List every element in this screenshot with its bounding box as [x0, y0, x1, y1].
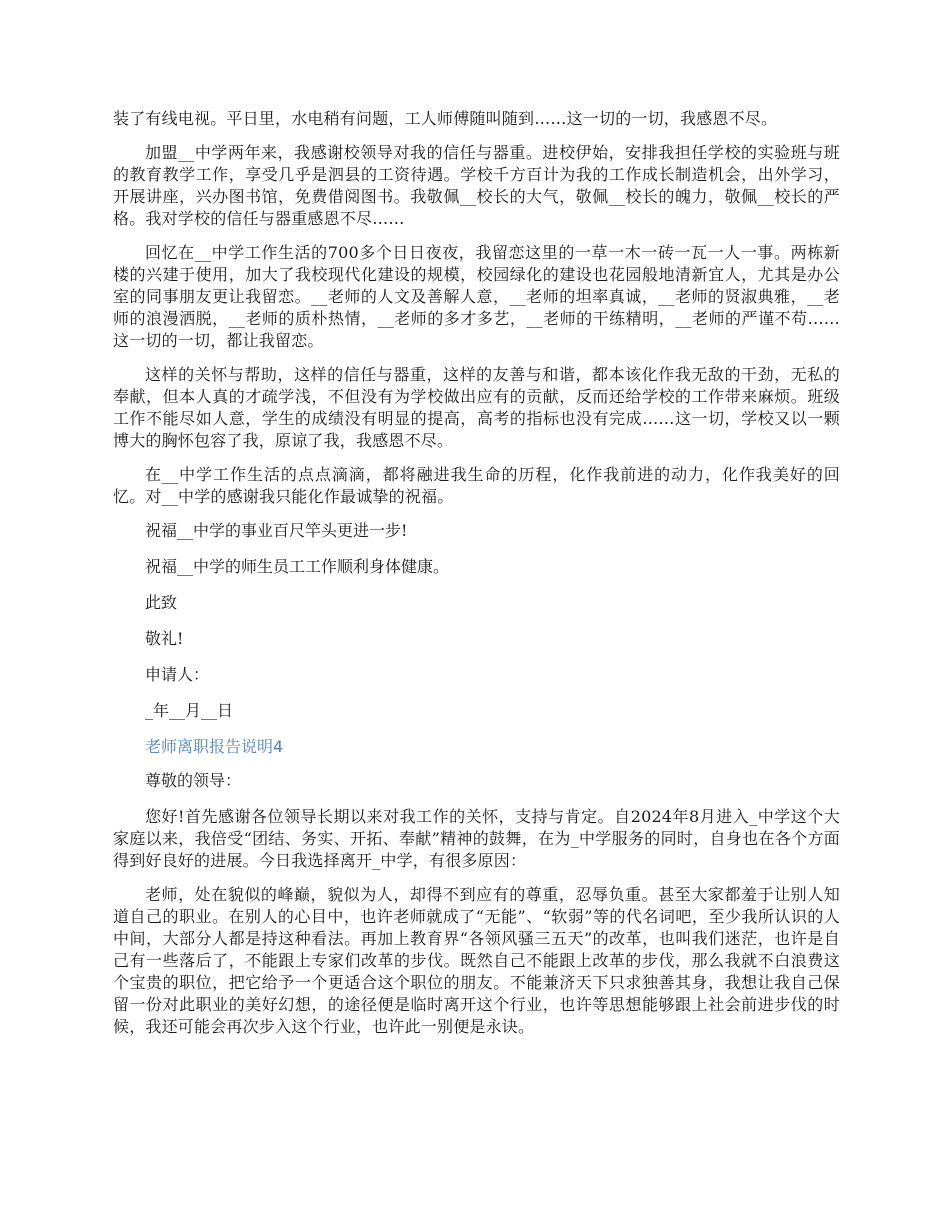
blessing-line-2: 祝福__中学的师生员工工作顺利身体健康。	[145, 557, 450, 576]
paragraph-opening: 您好!首先感谢各位领导长期以来对我工作的关怀，支持与肯定。自2024年8月进入_中学这个大家庭以来，我倍受“团结、务实、开拓、奉献”精神的鼓舞，在为_中学服务的同时，自身也在各个方面得到好良好的进展。今日我选择离开_中学，有很多原因：	[113, 807, 840, 870]
section-heading: 老师离职报告说明4	[145, 737, 284, 756]
paragraph-gratitude-facilities: 装了有线电视。平日里，水电稍有问题，工人师傅随叫随到……这一切的一切，我感恩不尽。	[113, 109, 778, 128]
paragraph-leadership-trust: 加盟__中学两年来，我感谢校领导对我的信任与器重。进校伊始，安排我担任学校的实验班与班的教育教学工作，享受几乎是泗县的工资待遇。学校千方百计为我的工作成长制造机会，出外学习，开展讲座，兴办图书馆，免费借阅图书。我敬佩__校长的大气，敬佩__校长的魄力，敬佩__校长的严格。我对学校的信任与器重感恩不尽……	[113, 143, 840, 228]
date-line: _年__月__日	[145, 701, 234, 720]
applicant-label: 申请人：	[145, 665, 210, 684]
paragraph-care-and-help: 这样的关怀与帮助，这样的信任与器重，这样的友善与和谐，都本该化作我无敌的干劲，无私的奉献，但本人真的才疏学浅，不但没有为学校做出应有的贡献，反而还给学校的工作带来麻烦。班级工作不能尽如人意，学生的成绩没有明显的提高，高考的指标也没有完成……这一切，学校又以一颗博大的胸怀包容了我，原谅了我，我感恩不尽。	[113, 365, 840, 450]
document-page	[113, 108, 840, 1050]
paragraph-memories: 回忆在__中学工作生活的700多个日日夜夜，我留恋这里的一草一木一砖一瓦一人一事。两栋新楼的兴建于使用，加大了我校现代化建设的规模，校园绿化的建设也花园般地清新宜人，尤其是办公室的同事朋友更让我留恋。__老师的人文及善解人意，__老师的坦率真诚，__老师的贤淑典雅，__老师的浪漫洒脱，__老师的质朴热情，__老师的多才多艺，__老师的干练精明，__老师的严谨不苟……这一切的一切，都让我留恋。	[113, 243, 840, 350]
greeting-line: 尊敬的领导：	[145, 771, 242, 790]
closing-salutation: 此致	[145, 593, 178, 612]
blessing-line-1: 祝福__中学的事业百尺竿头更进一步!	[145, 521, 408, 540]
paragraph-blessing-intro: 在__中学工作生活的点点滴滴，都将融进我生命的历程，化作我前进的动力，化作我美好的回忆。对__中学的感谢我只能化作最诚挚的祝福。	[113, 465, 840, 506]
paragraph-reasons: 老师，处在貌似的峰巅，貌似为人，却得不到应有的尊重，忍辱负重。甚至大家都羞于让别人知道自己的职业。在别人的心目中，也许老师就成了“无能”、“软弱”等的代名词吧，至少我所认识的人中间，大部分人都是持这种看法。再加上教育界“各领风骚三五天”的改革，也叫我们迷茫，也许是自己有一些落后了，不能跟上专家们改革的步伐。既然自己不能跟上改革的步伐，那么我就不白浪费这个宝贵的职位，把它给予一个更适合这个职位的朋友。不能兼济天下只求独善其身，我想让我自己保留一份对此职业的美好幻想，的途径便是临时离开这个行业，也许等思想能够跟上社会前进步伐的时候，我还可能会再次步入这个行业，也许此一别便是永诀。	[113, 885, 840, 1036]
closing-regards: 敬礼!	[145, 629, 184, 648]
